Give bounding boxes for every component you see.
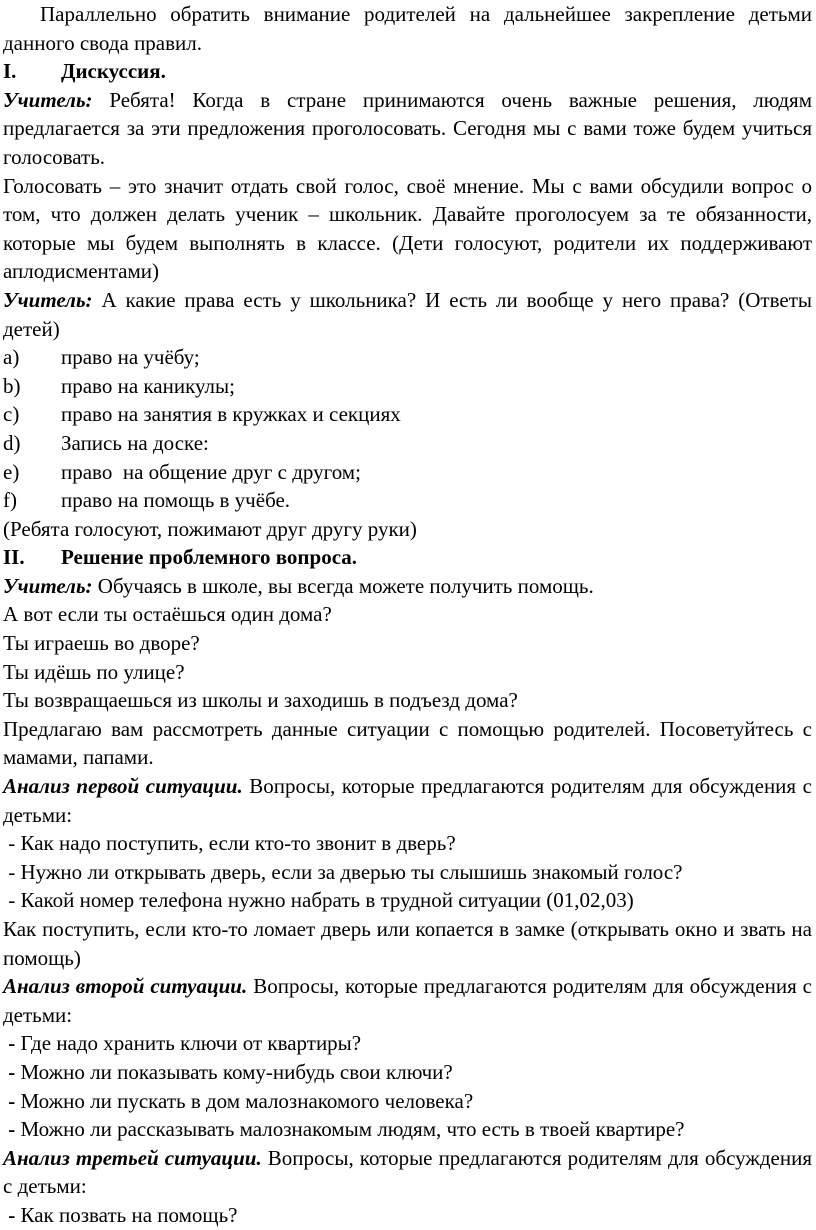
teacher-label: Учитель:	[3, 573, 93, 598]
voting-paragraph: Голосовать – это значит отдать свой голос, своё мнение. Мы с вами обсудили вопрос о том, что должен делать ученик – школьник. Давайте проголосуем за те обязанности, которые мы будем выполнять в классе. (Дети голосуют, родители их поддерживают аплодисментами)	[3, 173, 812, 284]
analysis-1-intro	[3, 772, 812, 829]
list-item	[3, 458, 812, 487]
list-item-text: право на каникулы;	[61, 373, 235, 398]
list-item-text: право на занятия в кружках и секциях	[61, 402, 401, 427]
question-text: Можно ли рассказывать малознакомым людям, что есть в твоей квартире?	[20, 1117, 685, 1142]
analysis-text: Вопросы, которые предлагаются родителям для обсуждения с детьми:	[3, 974, 813, 1027]
question-text: Можно ли показывать кому-нибудь свои ключи?	[20, 1059, 453, 1084]
list-item	[3, 486, 812, 515]
list-item	[3, 400, 812, 429]
list-marker: b)	[3, 373, 21, 398]
list-marker: c)	[3, 402, 20, 427]
dash-marker: -	[8, 1088, 16, 1113]
question-line: А вот если ты остаёшься один дома?	[3, 602, 332, 627]
list-marker: e)	[3, 459, 20, 484]
dash-marker: -	[8, 1202, 16, 1227]
analysis-question	[3, 1058, 812, 1087]
question-text: Где надо хранить ключи от квартиры?	[20, 1031, 362, 1056]
analysis-text: Вопросы, которые предлагаются родителям для обсуждения с детьми:	[3, 774, 812, 827]
question-text: Можно ли пускать в дом малознакомого человека?	[20, 1088, 474, 1113]
paragraph-text: Обучаясь в школе, вы всегда можете получить помощь.	[92, 573, 594, 598]
list-item	[3, 372, 812, 401]
paragraph-text: Ребята! Когда в стране принимаются очень важные решения, людям предлагается за эти предложения проголосовать. Сегодня мы с вами тоже будем учиться голосовать.	[3, 87, 812, 169]
teacher-label: Учитель:	[3, 287, 93, 312]
list-marker: d)	[3, 430, 21, 455]
question-line: Ты играешь во дворе?	[3, 631, 200, 656]
analysis-3-intro	[3, 1144, 812, 1201]
teacher-paragraph-3	[3, 572, 812, 601]
section-title: Дискуссия.	[61, 59, 166, 84]
teacher-label: Учитель:	[3, 87, 93, 112]
proposal-paragraph: Предлагаю вам рассмотреть данные ситуации с помощью родителей. Посоветуйтесь с мамами, папами.	[3, 716, 812, 770]
question-text: Какой номер телефона нужно набрать в трудной ситуации (01,02,03)	[20, 888, 634, 913]
analysis-title: Анализ третьей ситуации.	[3, 1145, 262, 1170]
list-item	[3, 429, 812, 458]
teacher-paragraph-1	[3, 86, 812, 172]
analysis-1-after: Как поступить, если кто-то ломает дверь или копается в замке (открывать окно и звать на помощь)	[3, 917, 812, 970]
voting-note: (Ребята голосуют, пожимают друг другу руки)	[3, 516, 417, 541]
rights-list	[3, 343, 812, 515]
analysis-title: Анализ первой ситуации.	[3, 774, 243, 799]
question-text: Как надо поступить, если кто-то звонит в дверь?	[20, 831, 456, 856]
analysis-question	[3, 1029, 812, 1058]
list-item-text: право на учёбу;	[61, 345, 200, 370]
analysis-question	[3, 1201, 812, 1230]
dash-marker: -	[8, 888, 16, 913]
analysis-title: Анализ второй ситуации.	[3, 974, 248, 999]
question-line: Ты идёшь по улице?	[3, 659, 185, 684]
dash-marker: -	[8, 1117, 16, 1142]
teacher-paragraph-2	[3, 286, 812, 343]
analysis-question	[3, 829, 812, 858]
list-item	[3, 343, 812, 372]
list-marker: f)	[3, 488, 17, 513]
question-line: Ты возвращаешься из школы и заходишь в подъезд дома?	[3, 688, 518, 713]
section-title: Решение проблемного вопроса.	[61, 545, 358, 570]
question-text: Как позвать на помощь?	[20, 1202, 238, 1227]
analysis-2-intro	[3, 972, 812, 1029]
list-item-text: право на общение друг с другом;	[61, 459, 361, 484]
analysis-question	[3, 858, 812, 887]
section-heading-2	[3, 543, 812, 572]
dash-marker: -	[8, 1031, 16, 1056]
list-item-text: право на помощь в учёбе.	[61, 488, 291, 513]
paragraph-text: А какие права есть у школьника? И есть ли вообще у него права? (Ответы детей)	[3, 287, 812, 341]
analysis-text: Вопросы, которые предлагаются родителям для обсуждения с детьми:	[3, 1145, 812, 1199]
dash-marker: -	[8, 831, 16, 856]
list-marker: a)	[3, 345, 20, 370]
section-heading-1	[3, 57, 812, 86]
list-item-text: Запись на доске:	[61, 430, 209, 455]
analysis-question	[3, 1087, 812, 1116]
section-number: II.	[3, 545, 25, 570]
dash-marker: -	[8, 1059, 16, 1084]
dash-marker: -	[8, 859, 16, 884]
analysis-question	[3, 1115, 812, 1144]
question-text: Нужно ли открывать дверь, если за дверью ты слышишь знакомый голос?	[20, 859, 683, 884]
analysis-question	[3, 886, 812, 915]
intro-paragraph: Параллельно обратить внимание родителей на дальнейшее закрепление детьми данного свода правил.	[3, 2, 812, 55]
section-number: I.	[3, 59, 17, 84]
